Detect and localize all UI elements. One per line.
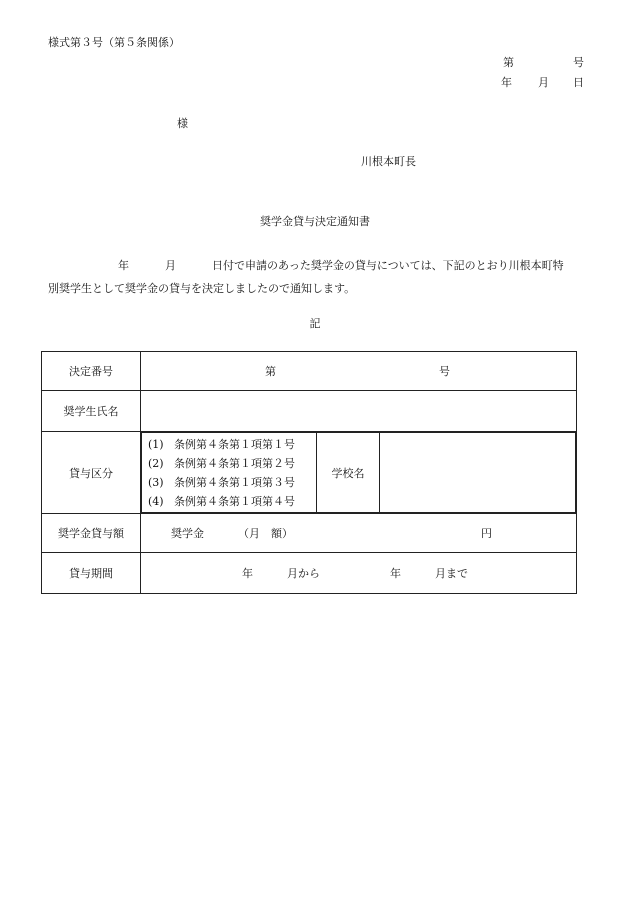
label-decision-number: 決定番号 — [42, 352, 141, 391]
decision-number-suffix: 号 — [439, 365, 450, 378]
issue-date-month: 月 — [538, 76, 549, 89]
label-loan-period: 貸与期間 — [42, 553, 141, 594]
period-year-2: 年 — [390, 567, 401, 580]
label-student-name: 奨学生氏名 — [42, 391, 141, 432]
issue-date-year: 年 — [501, 76, 512, 89]
value-decision-number — [141, 352, 577, 391]
body-month: 月 — [165, 259, 176, 272]
issue-date-day: 日 — [573, 76, 584, 89]
document-number-suffix: 号 — [573, 56, 584, 69]
detail-table — [41, 351, 577, 594]
decision-number-prefix: 第 — [265, 365, 276, 378]
value-category — [141, 432, 577, 514]
category-option: (2) 条例第４条第１項第２号 — [148, 456, 295, 470]
label-loan-amount: 奨学金貸与額 — [42, 514, 141, 553]
amount-unit: 円 — [481, 527, 492, 540]
period-year-1: 年 — [242, 567, 253, 580]
value-loan-amount — [141, 514, 577, 553]
row-category — [42, 432, 577, 514]
category-option: (3) 条例第４条第１項第３号 — [148, 475, 295, 489]
category-option: (1) 条例第４条第１項第１号 — [148, 437, 295, 451]
category-option: (4) 条例第４条第１項第４号 — [148, 494, 295, 508]
period-month-to: 月まで — [435, 567, 468, 580]
category-options — [142, 433, 317, 513]
row-loan-amount — [42, 514, 577, 553]
form-label: 様式第３号（第５条関係） — [48, 36, 180, 49]
amount-monthly: （月 額） — [238, 527, 293, 540]
document-number-prefix: 第 — [503, 56, 514, 69]
issuer-name: 川根本町長 — [361, 155, 416, 168]
document-number — [503, 56, 584, 69]
body-text — [48, 254, 588, 300]
addressee-honorific: 様 — [177, 117, 188, 130]
row-student-name — [42, 391, 577, 432]
value-school-name — [380, 433, 576, 513]
ki-heading: 記 — [309, 317, 321, 330]
row-loan-period — [42, 553, 577, 594]
body-line1: 日付で申請のあった奨学金の貸与については、下記のとおり川根本町特 — [212, 259, 564, 272]
row-decision-number — [42, 352, 577, 391]
body-line2: 別奨学生として奨学金の貸与を決定しましたので通知します。 — [48, 282, 356, 295]
label-school-name: 学校名 — [317, 433, 380, 513]
document-title: 奨学金貸与決定通知書 — [260, 215, 370, 228]
value-loan-period — [141, 553, 577, 594]
period-month-from: 月から — [287, 567, 320, 580]
amount-prefix: 奨学金 — [171, 527, 204, 540]
label-category: 貸与区分 — [42, 432, 141, 514]
value-student-name — [141, 391, 577, 432]
body-year: 年 — [118, 259, 129, 272]
